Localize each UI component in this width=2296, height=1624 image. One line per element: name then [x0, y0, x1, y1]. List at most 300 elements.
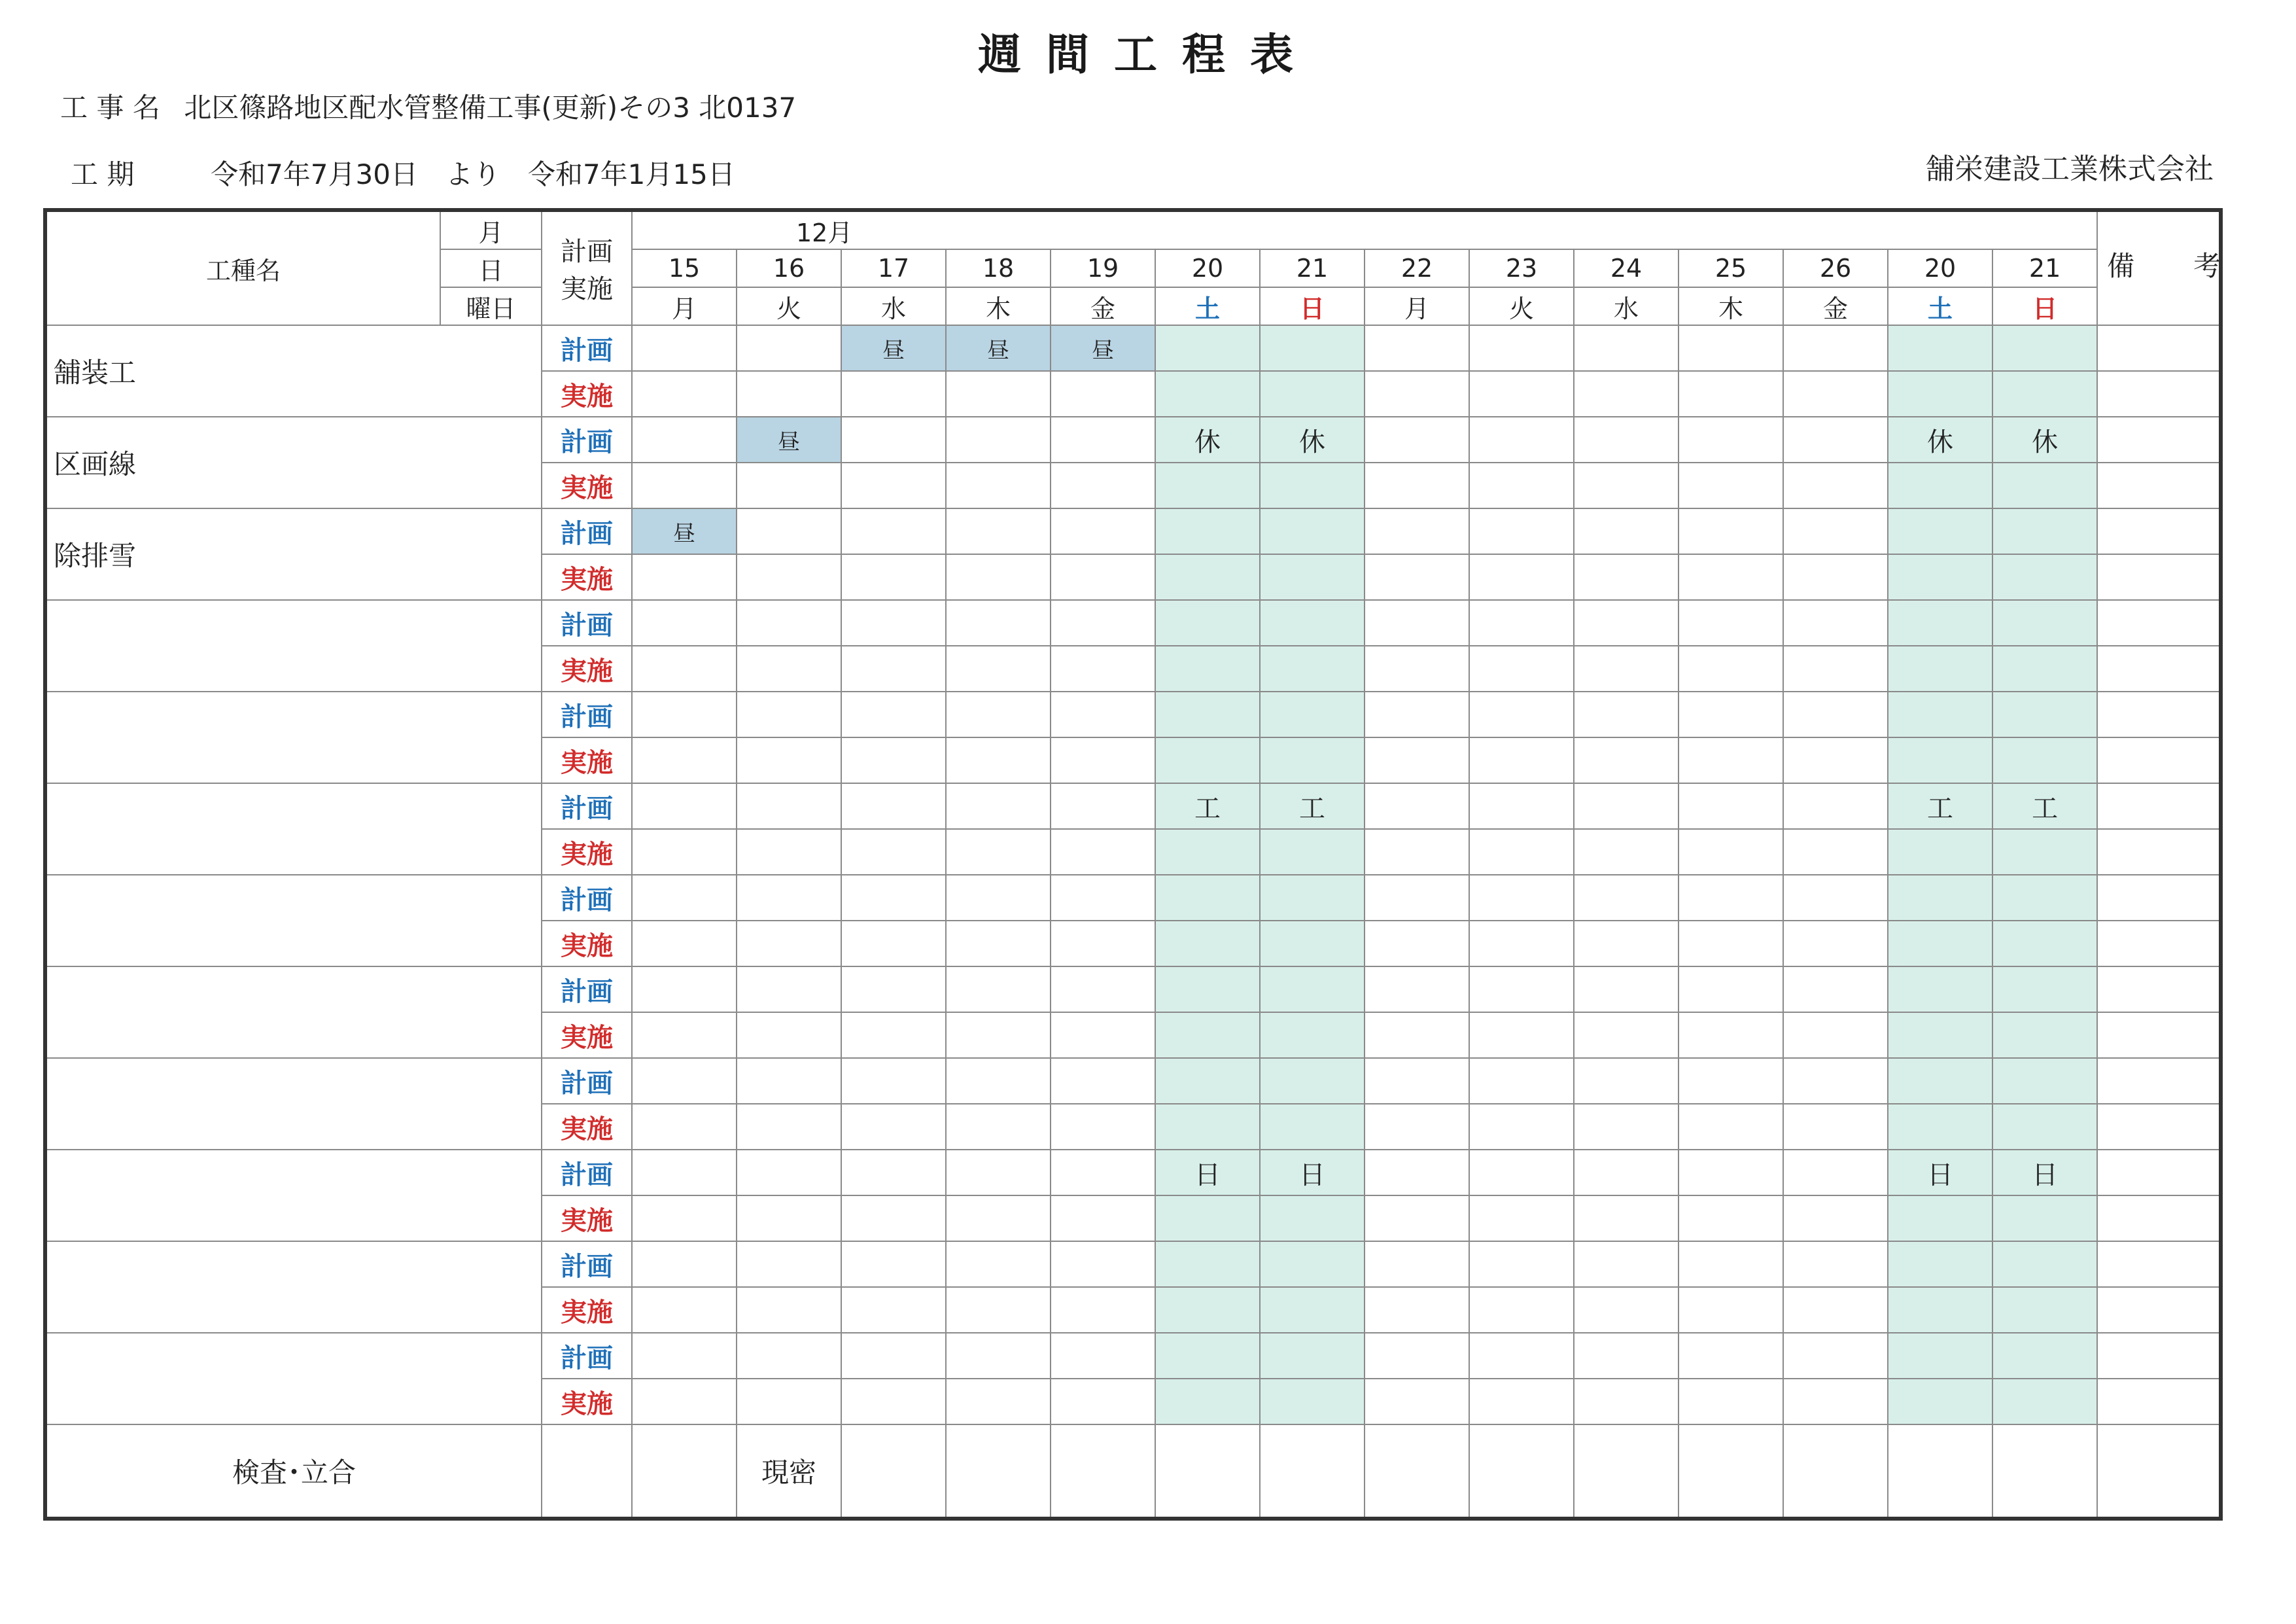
schedule-cell[interactable]	[1992, 463, 2097, 508]
schedule-cell[interactable]	[1888, 1195, 1992, 1241]
schedule-cell[interactable]	[1992, 1195, 2097, 1241]
schedule-cell[interactable]	[1992, 1379, 2097, 1424]
schedule-cell[interactable]	[1469, 783, 1574, 829]
schedule-cell[interactable]	[1155, 554, 1260, 600]
schedule-cell[interactable]	[1365, 1287, 1469, 1333]
schedule-cell[interactable]	[737, 600, 841, 646]
schedule-cell[interactable]	[1783, 1241, 1888, 1287]
schedule-cell[interactable]	[1888, 921, 1992, 966]
schedule-cell[interactable]	[632, 737, 737, 783]
schedule-cell[interactable]	[1783, 1333, 1888, 1379]
schedule-cell[interactable]	[1783, 508, 1888, 554]
schedule-cell[interactable]: 工	[1260, 783, 1365, 829]
schedule-cell[interactable]	[1365, 1012, 1469, 1058]
schedule-cell[interactable]	[737, 1195, 841, 1241]
schedule-cell[interactable]	[1574, 508, 1679, 554]
schedule-cell[interactable]	[1260, 829, 1365, 875]
schedule-cell[interactable]	[1679, 1150, 1783, 1195]
remarks-cell[interactable]	[2097, 1195, 2221, 1241]
schedule-cell[interactable]	[632, 783, 737, 829]
schedule-cell[interactable]	[1469, 1012, 1574, 1058]
schedule-cell[interactable]	[632, 463, 737, 508]
schedule-cell[interactable]	[946, 508, 1051, 554]
schedule-cell[interactable]	[737, 875, 841, 921]
schedule-cell[interactable]	[1469, 463, 1574, 508]
schedule-cell[interactable]	[841, 1058, 946, 1104]
schedule-cell[interactable]	[737, 1379, 841, 1424]
schedule-cell[interactable]	[1155, 600, 1260, 646]
remarks-cell[interactable]	[2097, 508, 2221, 554]
schedule-cell[interactable]	[1051, 463, 1155, 508]
schedule-cell[interactable]	[1992, 646, 2097, 692]
schedule-cell[interactable]	[946, 1241, 1051, 1287]
schedule-cell[interactable]	[1365, 463, 1469, 508]
remarks-cell[interactable]	[2097, 1104, 2221, 1150]
schedule-cell[interactable]	[632, 1195, 737, 1241]
inspection-cell[interactable]	[841, 1424, 946, 1519]
schedule-cell[interactable]	[946, 921, 1051, 966]
schedule-cell[interactable]	[1992, 737, 2097, 783]
schedule-cell[interactable]	[632, 966, 737, 1012]
schedule-cell[interactable]	[632, 1150, 737, 1195]
schedule-cell[interactable]	[841, 371, 946, 417]
schedule-cell[interactable]	[1469, 1333, 1574, 1379]
schedule-cell[interactable]	[1679, 921, 1783, 966]
schedule-cell[interactable]	[1469, 692, 1574, 737]
schedule-cell[interactable]	[1783, 646, 1888, 692]
schedule-cell[interactable]	[841, 737, 946, 783]
schedule-cell[interactable]	[632, 325, 737, 371]
remarks-cell[interactable]	[2097, 554, 2221, 600]
schedule-cell[interactable]	[946, 1104, 1051, 1150]
schedule-cell[interactable]	[1888, 1058, 1992, 1104]
schedule-cell[interactable]	[1888, 1104, 1992, 1150]
schedule-cell[interactable]	[1783, 966, 1888, 1012]
schedule-cell[interactable]	[1574, 966, 1679, 1012]
schedule-cell[interactable]	[841, 463, 946, 508]
schedule-cell[interactable]	[1051, 508, 1155, 554]
schedule-cell[interactable]	[1783, 921, 1888, 966]
schedule-cell[interactable]	[1992, 600, 2097, 646]
schedule-cell[interactable]	[946, 417, 1051, 463]
schedule-cell[interactable]	[1051, 417, 1155, 463]
schedule-cell[interactable]	[1260, 1012, 1365, 1058]
schedule-cell[interactable]	[1155, 1195, 1260, 1241]
schedule-cell[interactable]	[1888, 325, 1992, 371]
schedule-cell[interactable]	[946, 966, 1051, 1012]
schedule-cell[interactable]	[1888, 371, 1992, 417]
schedule-cell[interactable]	[946, 1287, 1051, 1333]
schedule-cell[interactable]	[1365, 1150, 1469, 1195]
schedule-cell[interactable]	[737, 966, 841, 1012]
schedule-cell[interactable]	[1260, 1104, 1365, 1150]
schedule-cell[interactable]	[1260, 1333, 1365, 1379]
remarks-cell[interactable]	[2097, 966, 2221, 1012]
schedule-cell[interactable]	[1783, 417, 1888, 463]
schedule-cell[interactable]	[1992, 875, 2097, 921]
schedule-cell[interactable]	[1574, 1241, 1679, 1287]
schedule-cell[interactable]	[1783, 325, 1888, 371]
schedule-cell[interactable]	[1888, 1287, 1992, 1333]
schedule-cell[interactable]	[1155, 1104, 1260, 1150]
schedule-cell[interactable]	[1783, 371, 1888, 417]
schedule-cell[interactable]	[1574, 1058, 1679, 1104]
schedule-cell[interactable]	[1051, 737, 1155, 783]
schedule-cell[interactable]: 休	[1992, 417, 2097, 463]
schedule-cell[interactable]	[1574, 1104, 1679, 1150]
remarks-cell[interactable]	[2097, 1241, 2221, 1287]
schedule-cell[interactable]	[1574, 417, 1679, 463]
schedule-cell[interactable]	[1888, 1379, 1992, 1424]
schedule-cell[interactable]	[1888, 829, 1992, 875]
schedule-cell[interactable]	[946, 1379, 1051, 1424]
schedule-cell[interactable]	[737, 1104, 841, 1150]
schedule-cell[interactable]	[1260, 1287, 1365, 1333]
schedule-cell[interactable]	[632, 692, 737, 737]
remarks-cell[interactable]	[2097, 737, 2221, 783]
schedule-cell[interactable]	[1888, 966, 1992, 1012]
schedule-cell[interactable]	[946, 554, 1051, 600]
schedule-cell[interactable]	[1888, 463, 1992, 508]
schedule-cell[interactable]	[1679, 554, 1783, 600]
schedule-cell[interactable]	[1469, 966, 1574, 1012]
schedule-cell[interactable]	[1469, 1058, 1574, 1104]
schedule-cell[interactable]: 昼	[737, 417, 841, 463]
schedule-cell[interactable]	[1051, 966, 1155, 1012]
schedule-cell[interactable]	[632, 875, 737, 921]
schedule-cell[interactable]	[1574, 829, 1679, 875]
schedule-cell[interactable]	[1888, 600, 1992, 646]
schedule-cell[interactable]	[1051, 829, 1155, 875]
schedule-cell[interactable]	[841, 1287, 946, 1333]
schedule-cell[interactable]	[841, 600, 946, 646]
inspection-cell[interactable]	[1574, 1424, 1679, 1519]
remarks-cell[interactable]	[2097, 1333, 2221, 1379]
schedule-cell[interactable]	[946, 829, 1051, 875]
schedule-cell[interactable]	[1679, 783, 1783, 829]
schedule-cell[interactable]	[1574, 737, 1679, 783]
schedule-cell[interactable]	[632, 1379, 737, 1424]
remarks-cell[interactable]	[2097, 1012, 2221, 1058]
remarks-cell[interactable]	[2097, 1379, 2221, 1424]
schedule-cell[interactable]	[1469, 554, 1574, 600]
schedule-cell[interactable]	[1155, 829, 1260, 875]
schedule-cell[interactable]	[737, 1241, 841, 1287]
schedule-cell[interactable]	[632, 600, 737, 646]
schedule-cell[interactable]	[737, 1058, 841, 1104]
schedule-cell[interactable]	[1888, 875, 1992, 921]
schedule-cell[interactable]	[841, 508, 946, 554]
schedule-cell[interactable]	[1260, 508, 1365, 554]
schedule-cell[interactable]: 日	[1888, 1150, 1992, 1195]
schedule-cell[interactable]	[1783, 1287, 1888, 1333]
schedule-cell[interactable]	[1155, 1058, 1260, 1104]
schedule-cell[interactable]	[737, 325, 841, 371]
schedule-cell[interactable]	[1574, 875, 1679, 921]
remarks-cell[interactable]	[2097, 1150, 2221, 1195]
schedule-cell[interactable]	[737, 921, 841, 966]
schedule-cell[interactable]: 休	[1888, 417, 1992, 463]
schedule-cell[interactable]	[1574, 554, 1679, 600]
schedule-cell[interactable]	[632, 1333, 737, 1379]
schedule-cell[interactable]: 昼	[1051, 325, 1155, 371]
inspection-cell[interactable]	[1783, 1424, 1888, 1519]
schedule-cell[interactable]	[1783, 554, 1888, 600]
schedule-cell[interactable]	[1155, 325, 1260, 371]
schedule-cell[interactable]	[1155, 463, 1260, 508]
schedule-cell[interactable]	[1469, 325, 1574, 371]
schedule-cell[interactable]	[1155, 1012, 1260, 1058]
schedule-cell[interactable]	[841, 829, 946, 875]
remarks-cell[interactable]	[2097, 921, 2221, 966]
schedule-cell[interactable]	[1992, 692, 2097, 737]
schedule-cell[interactable]	[1469, 508, 1574, 554]
schedule-cell[interactable]	[1260, 966, 1365, 1012]
schedule-cell[interactable]	[1051, 692, 1155, 737]
schedule-cell[interactable]	[1051, 600, 1155, 646]
remarks-cell[interactable]	[2097, 875, 2221, 921]
remarks-cell[interactable]	[2097, 783, 2221, 829]
remarks-cell[interactable]	[2097, 600, 2221, 646]
schedule-cell[interactable]	[1260, 371, 1365, 417]
schedule-cell[interactable]	[1155, 966, 1260, 1012]
schedule-cell[interactable]	[737, 829, 841, 875]
inspection-cell[interactable]	[1679, 1424, 1783, 1519]
schedule-cell[interactable]	[737, 1150, 841, 1195]
schedule-cell[interactable]: 昼	[632, 508, 737, 554]
schedule-cell[interactable]	[1155, 371, 1260, 417]
schedule-cell[interactable]	[737, 1012, 841, 1058]
schedule-cell[interactable]: 工	[1155, 783, 1260, 829]
schedule-cell[interactable]	[1155, 875, 1260, 921]
schedule-cell[interactable]	[1155, 921, 1260, 966]
schedule-cell[interactable]	[1051, 783, 1155, 829]
inspection-cell[interactable]	[1051, 1424, 1155, 1519]
schedule-cell[interactable]	[632, 417, 737, 463]
schedule-cell[interactable]	[841, 1195, 946, 1241]
schedule-cell[interactable]	[1365, 1333, 1469, 1379]
schedule-cell[interactable]	[1365, 966, 1469, 1012]
schedule-cell[interactable]	[1992, 508, 2097, 554]
schedule-cell[interactable]	[1992, 1241, 2097, 1287]
schedule-cell[interactable]	[1992, 1333, 2097, 1379]
schedule-cell[interactable]	[1679, 508, 1783, 554]
schedule-cell[interactable]	[1992, 554, 2097, 600]
schedule-cell[interactable]	[841, 1150, 946, 1195]
schedule-cell[interactable]	[1574, 646, 1679, 692]
remarks-cell[interactable]	[2097, 371, 2221, 417]
schedule-cell[interactable]	[1051, 1150, 1155, 1195]
schedule-cell[interactable]	[946, 646, 1051, 692]
schedule-cell[interactable]	[737, 737, 841, 783]
schedule-cell[interactable]	[946, 1012, 1051, 1058]
schedule-cell[interactable]	[1679, 1058, 1783, 1104]
schedule-cell[interactable]	[1469, 646, 1574, 692]
remarks-cell[interactable]	[2097, 829, 2221, 875]
schedule-cell[interactable]	[946, 1195, 1051, 1241]
schedule-cell[interactable]	[1051, 1287, 1155, 1333]
schedule-cell[interactable]	[1365, 1058, 1469, 1104]
schedule-cell[interactable]	[1469, 1195, 1574, 1241]
schedule-cell[interactable]	[1469, 1287, 1574, 1333]
schedule-cell[interactable]	[841, 417, 946, 463]
schedule-cell[interactable]	[1365, 1379, 1469, 1424]
schedule-cell[interactable]	[1679, 325, 1783, 371]
schedule-cell[interactable]	[1783, 463, 1888, 508]
schedule-cell[interactable]	[1365, 417, 1469, 463]
schedule-cell[interactable]	[1888, 1333, 1992, 1379]
schedule-cell[interactable]	[1260, 325, 1365, 371]
schedule-cell[interactable]	[1469, 1104, 1574, 1150]
schedule-cell[interactable]	[1365, 1195, 1469, 1241]
inspection-cell[interactable]	[1888, 1424, 1992, 1519]
schedule-cell[interactable]	[946, 737, 1051, 783]
schedule-cell[interactable]	[737, 692, 841, 737]
schedule-cell[interactable]	[1888, 1012, 1992, 1058]
schedule-cell[interactable]	[1469, 600, 1574, 646]
schedule-cell[interactable]	[737, 508, 841, 554]
schedule-cell[interactable]: 休	[1260, 417, 1365, 463]
schedule-cell[interactable]	[1783, 737, 1888, 783]
schedule-cell[interactable]: 工	[1888, 783, 1992, 829]
schedule-cell[interactable]	[1574, 371, 1679, 417]
schedule-cell[interactable]	[1155, 1287, 1260, 1333]
schedule-cell[interactable]	[1783, 1195, 1888, 1241]
schedule-cell[interactable]	[1992, 371, 2097, 417]
schedule-cell[interactable]	[1888, 1241, 1992, 1287]
schedule-cell[interactable]	[1469, 1150, 1574, 1195]
schedule-cell[interactable]	[1574, 783, 1679, 829]
schedule-cell[interactable]	[1365, 692, 1469, 737]
schedule-cell[interactable]	[1469, 921, 1574, 966]
schedule-cell[interactable]	[1469, 737, 1574, 783]
schedule-cell[interactable]: 昼	[946, 325, 1051, 371]
schedule-cell[interactable]	[1679, 692, 1783, 737]
schedule-cell[interactable]	[1679, 1333, 1783, 1379]
schedule-cell[interactable]	[946, 875, 1051, 921]
schedule-cell[interactable]	[737, 463, 841, 508]
schedule-cell[interactable]	[1051, 1104, 1155, 1150]
schedule-cell[interactable]	[1051, 1333, 1155, 1379]
schedule-cell[interactable]	[1679, 463, 1783, 508]
schedule-cell[interactable]	[841, 692, 946, 737]
schedule-cell[interactable]	[841, 1241, 946, 1287]
schedule-cell[interactable]: 昼	[841, 325, 946, 371]
schedule-cell[interactable]	[1469, 371, 1574, 417]
schedule-cell[interactable]	[1992, 1104, 2097, 1150]
schedule-cell[interactable]	[1574, 1379, 1679, 1424]
schedule-cell[interactable]	[1679, 1104, 1783, 1150]
schedule-cell[interactable]	[1365, 921, 1469, 966]
schedule-cell[interactable]	[1888, 737, 1992, 783]
schedule-cell[interactable]	[1783, 1058, 1888, 1104]
schedule-cell[interactable]	[1992, 325, 2097, 371]
schedule-cell[interactable]	[1469, 829, 1574, 875]
schedule-cell[interactable]	[1260, 463, 1365, 508]
schedule-cell[interactable]	[1679, 600, 1783, 646]
schedule-cell[interactable]	[1051, 1012, 1155, 1058]
schedule-cell[interactable]	[1365, 1104, 1469, 1150]
schedule-cell[interactable]	[1574, 1150, 1679, 1195]
schedule-cell[interactable]	[1260, 737, 1365, 783]
schedule-cell[interactable]	[1679, 737, 1783, 783]
inspection-cell[interactable]	[946, 1424, 1051, 1519]
inspection-cell[interactable]	[632, 1424, 737, 1519]
schedule-cell[interactable]	[1888, 508, 1992, 554]
schedule-cell[interactable]	[1051, 1058, 1155, 1104]
schedule-cell[interactable]	[1260, 875, 1365, 921]
schedule-cell[interactable]	[1783, 875, 1888, 921]
schedule-cell[interactable]	[1783, 600, 1888, 646]
schedule-cell[interactable]	[1992, 921, 2097, 966]
schedule-cell[interactable]	[1574, 692, 1679, 737]
schedule-cell[interactable]	[841, 875, 946, 921]
schedule-cell[interactable]	[1260, 1195, 1365, 1241]
inspection-cell[interactable]: 現密	[737, 1424, 841, 1519]
schedule-cell[interactable]	[946, 1333, 1051, 1379]
schedule-cell[interactable]	[946, 463, 1051, 508]
schedule-cell[interactable]	[1365, 1241, 1469, 1287]
schedule-cell[interactable]	[1260, 692, 1365, 737]
schedule-cell[interactable]	[1051, 371, 1155, 417]
schedule-cell[interactable]	[1679, 1012, 1783, 1058]
schedule-cell[interactable]	[1783, 1012, 1888, 1058]
schedule-cell[interactable]	[1992, 966, 2097, 1012]
schedule-cell[interactable]	[1469, 875, 1574, 921]
inspection-cell[interactable]	[1992, 1424, 2097, 1519]
schedule-cell[interactable]	[1260, 1058, 1365, 1104]
schedule-cell[interactable]	[946, 1058, 1051, 1104]
schedule-cell[interactable]	[841, 921, 946, 966]
schedule-cell[interactable]	[1155, 1379, 1260, 1424]
schedule-cell[interactable]	[946, 1150, 1051, 1195]
schedule-cell[interactable]	[1365, 783, 1469, 829]
schedule-cell[interactable]	[1888, 646, 1992, 692]
schedule-cell[interactable]: 日	[1155, 1150, 1260, 1195]
schedule-cell[interactable]	[737, 554, 841, 600]
schedule-cell[interactable]	[1783, 692, 1888, 737]
schedule-cell[interactable]	[1365, 829, 1469, 875]
schedule-cell[interactable]	[1574, 1287, 1679, 1333]
schedule-cell[interactable]	[1992, 1012, 2097, 1058]
schedule-cell[interactable]	[946, 692, 1051, 737]
schedule-cell[interactable]	[737, 646, 841, 692]
schedule-cell[interactable]	[1365, 875, 1469, 921]
schedule-cell[interactable]	[1051, 1379, 1155, 1424]
inspection-cell[interactable]	[1365, 1424, 1469, 1519]
schedule-cell[interactable]	[841, 646, 946, 692]
schedule-cell[interactable]	[1260, 600, 1365, 646]
schedule-cell[interactable]	[1051, 1241, 1155, 1287]
schedule-cell[interactable]	[946, 371, 1051, 417]
schedule-cell[interactable]	[1365, 371, 1469, 417]
schedule-cell[interactable]	[1365, 600, 1469, 646]
schedule-cell[interactable]	[1155, 692, 1260, 737]
inspection-cell[interactable]	[1155, 1424, 1260, 1519]
schedule-cell[interactable]: 休	[1155, 417, 1260, 463]
schedule-cell[interactable]	[1051, 875, 1155, 921]
remarks-cell[interactable]	[2097, 325, 2221, 371]
schedule-cell[interactable]	[841, 1379, 946, 1424]
schedule-cell[interactable]	[1992, 829, 2097, 875]
inspection-cell[interactable]	[1469, 1424, 1574, 1519]
schedule-cell[interactable]	[1679, 1241, 1783, 1287]
schedule-cell[interactable]	[1679, 1287, 1783, 1333]
schedule-cell[interactable]	[1992, 1287, 2097, 1333]
schedule-cell[interactable]	[1051, 554, 1155, 600]
schedule-cell[interactable]	[632, 921, 737, 966]
schedule-cell[interactable]	[632, 371, 737, 417]
